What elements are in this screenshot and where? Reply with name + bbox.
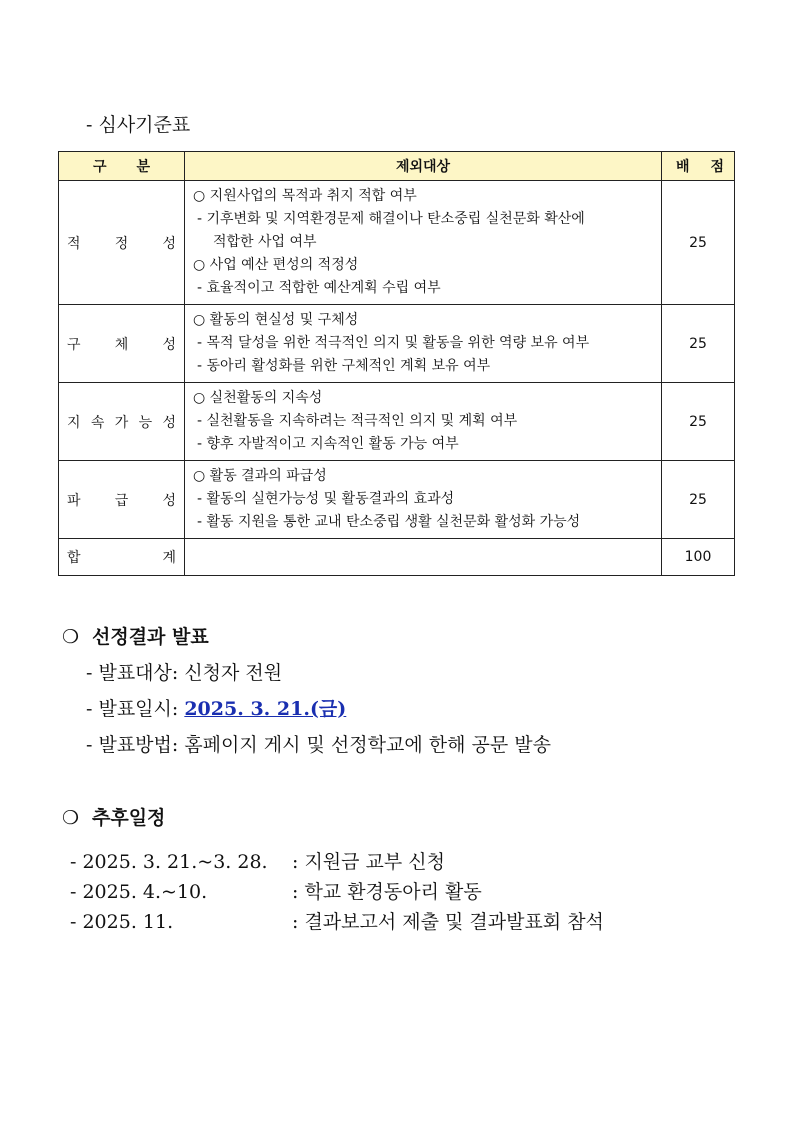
header-category xyxy=(59,152,185,181)
cat-char: 체 xyxy=(114,336,129,353)
cat-char: 파 xyxy=(67,492,81,509)
schedule-item xyxy=(70,907,604,934)
cat-char: 정 xyxy=(114,235,129,252)
header-category-a: 구 xyxy=(92,159,107,175)
announce-title-text: 선정결과 발표 xyxy=(92,626,209,648)
row-content xyxy=(185,383,662,461)
announce-date-value: 2025. 3. 21.(금) xyxy=(184,698,347,720)
row-content xyxy=(185,181,662,305)
table-header-row xyxy=(59,152,735,181)
cat-char: 합 xyxy=(67,550,81,566)
content-line: - 활동의 실현가능성 및 활동결과의 효과성 xyxy=(197,491,455,507)
cat-char: 구 xyxy=(67,336,81,353)
cat-char: 능 xyxy=(138,414,153,431)
total-content xyxy=(185,539,662,576)
header-score-a: 배 xyxy=(676,159,690,175)
cat-char: 성 xyxy=(162,235,176,252)
content-line: - 목적 달성을 위한 적극적인 의지 및 활동을 위한 역량 보유 여부 xyxy=(197,335,590,351)
schedule-desc: : 결과보고서 제출 및 결과발표회 참석 xyxy=(292,911,604,933)
schedule-desc: : 지원금 교부 신청 xyxy=(292,851,445,873)
announce-date-label: - 발표일시: xyxy=(86,698,185,720)
circle-bullet-icon: ❍ xyxy=(62,807,80,829)
cat-char: 속 xyxy=(90,414,105,431)
cat-char: 성 xyxy=(162,492,176,509)
header-score xyxy=(662,152,735,181)
schedule-title xyxy=(62,803,165,830)
row-category xyxy=(59,181,185,305)
header-category-b: 분 xyxy=(136,159,151,175)
row-score: 25 xyxy=(662,181,735,305)
row-score: 25 xyxy=(662,383,735,461)
announce-target: - 발표대상: 신청자 전원 xyxy=(86,662,283,684)
content-line: ○ 활동의 현실성 및 구체성 xyxy=(193,312,359,328)
total-score: 100 xyxy=(662,539,735,576)
content-line: - 기후변화 및 지역환경문제 해결이나 탄소중립 실천문화 확산에 xyxy=(197,211,585,227)
content-line: - 동아리 활성화를 위한 구체적인 계획 보유 여부 xyxy=(197,358,491,374)
announce-title xyxy=(62,622,209,649)
schedule-desc: : 학교 환경동아리 활동 xyxy=(292,881,482,903)
table-row xyxy=(59,461,735,539)
content-line: - 효율적이고 적합한 예산계획 수립 여부 xyxy=(197,280,441,296)
cat-char: 성 xyxy=(162,336,176,353)
row-category xyxy=(59,461,185,539)
criteria-heading: - 심사기준표 xyxy=(86,114,191,136)
table-row xyxy=(59,383,735,461)
header-content: 제외대상 xyxy=(185,152,662,181)
total-category xyxy=(59,539,185,576)
row-content xyxy=(185,305,662,383)
content-line: ○ 사업 예산 편성의 적정성 xyxy=(193,257,359,273)
table-row xyxy=(59,181,735,305)
row-category xyxy=(59,305,185,383)
header-score-b: 점 xyxy=(710,159,724,175)
circle-bullet-icon: ❍ xyxy=(62,626,80,648)
content-line: ○ 지원사업의 목적과 취지 적합 여부 xyxy=(193,188,417,204)
cat-char: 성 xyxy=(162,414,176,431)
content-line: ○ 실천활동의 지속성 xyxy=(193,390,323,406)
content-line: 적합한 사업 여부 xyxy=(213,234,317,250)
schedule-item xyxy=(70,847,445,874)
schedule-date: - 2025. 3. 21.~3. 28. xyxy=(70,851,268,873)
row-score: 25 xyxy=(662,305,735,383)
schedule-item xyxy=(70,877,482,904)
content-line: - 활동 지원을 통한 교내 탄소중립 생활 실천문화 활성화 가능성 xyxy=(197,514,581,530)
cat-char: 적 xyxy=(67,235,81,252)
total-row xyxy=(59,539,735,576)
schedule-date: - 2025. 4.~10. xyxy=(70,881,208,903)
table-row xyxy=(59,305,735,383)
announce-date xyxy=(86,694,346,721)
cat-char: 지 xyxy=(67,414,81,431)
row-content xyxy=(185,461,662,539)
content-line: - 향후 자발적이고 지속적인 활동 가능 여부 xyxy=(197,436,459,452)
row-score: 25 xyxy=(662,461,735,539)
schedule-date: - 2025. 11. xyxy=(70,911,174,933)
cat-char: 급 xyxy=(114,492,129,509)
row-category xyxy=(59,383,185,461)
criteria-table xyxy=(58,151,735,576)
content-line: - 실천활동을 지속하려는 적극적인 의지 및 계획 여부 xyxy=(197,413,518,429)
cat-char: 계 xyxy=(162,550,176,566)
cat-char: 가 xyxy=(114,414,129,431)
content-line: ○ 활동 결과의 파급성 xyxy=(193,468,327,484)
schedule-title-text: 추후일정 xyxy=(92,807,166,829)
announce-method: - 발표방법: 홈페이지 게시 및 선정학교에 한해 공문 발송 xyxy=(86,734,551,756)
